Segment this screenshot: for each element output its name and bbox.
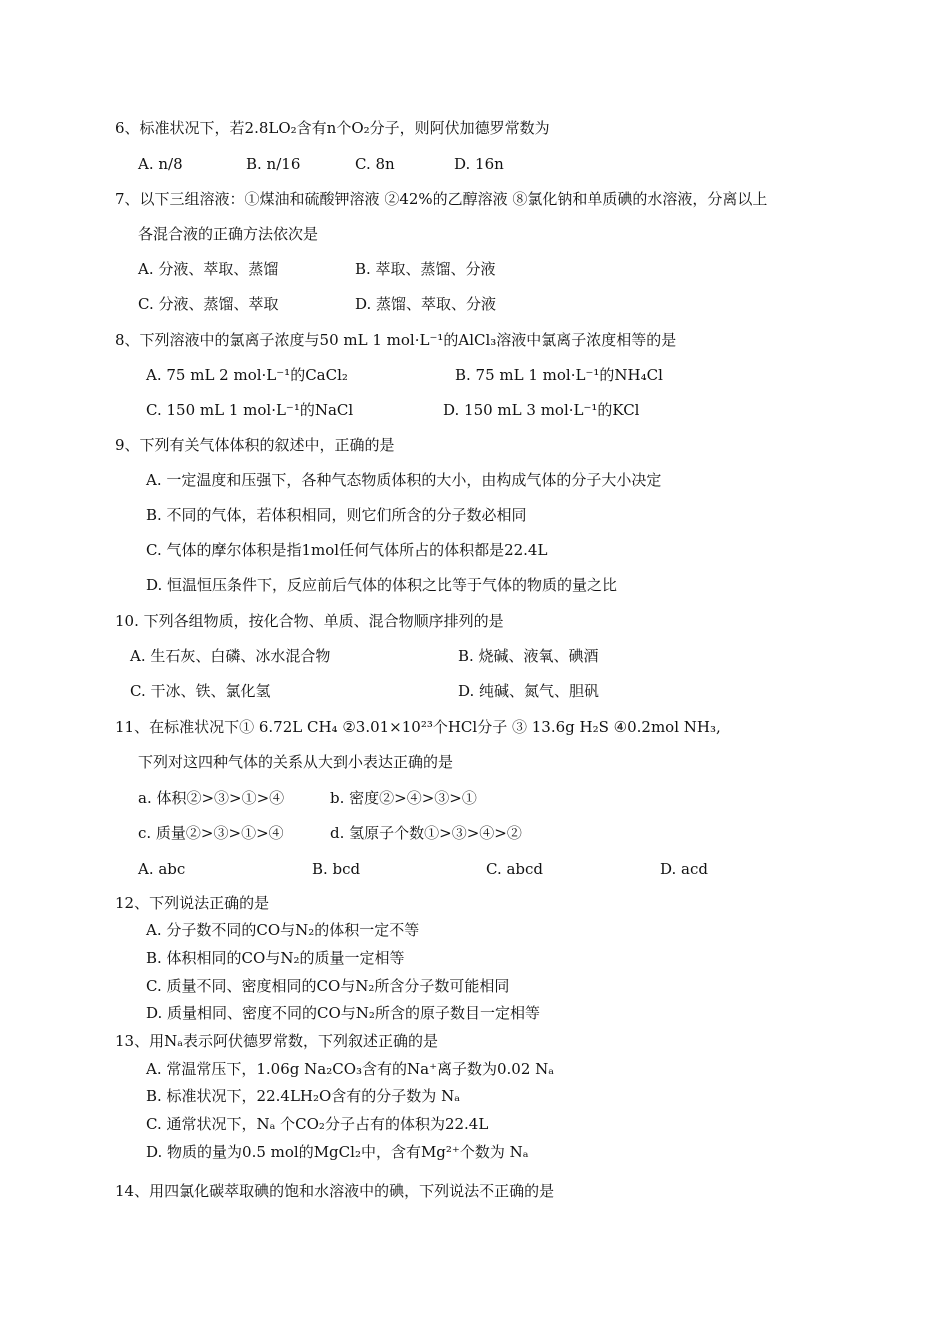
question-11-stem: 11、在标准状况下① 6.72L CH₄ ②3.01×10²³个HCl分子 ③ 13.6g H₂S ④0.2mol NH₃,	[115, 718, 721, 736]
q13-option-d: D. 物质的量为0.5 mol的MgCl₂中，含有Mg²⁺个数为 Nₐ	[146, 1143, 529, 1161]
question-11-stem-cont: 下列对这四种气体的关系从大到小表达正确的是	[138, 753, 454, 771]
question-12-stem: 12、下列说法正确的是	[115, 894, 270, 912]
q7-option-b: B. 萃取、蒸馏、分液	[355, 260, 496, 278]
question-6-stem: 6、标准状况下，若2.8LO₂含有n个O₂分子，则阿伏加德罗常数为	[115, 119, 550, 137]
q8-option-a: A. 75 mL 2 mol·L⁻¹的CaCl₂	[146, 366, 348, 384]
q11-statement-d: d. 氢原子个数①>③>④>②	[330, 824, 522, 842]
q9-option-d: D. 恒温恒压条件下，反应前后气体的体积之比等于气体的物质的量之比	[146, 576, 618, 594]
q6-option-c: C. 8n	[355, 155, 395, 173]
q10-option-d: D. 纯碱、氮气、胆矾	[458, 682, 600, 700]
q10-option-a: A. 生石灰、白磷、冰水混合物	[130, 647, 331, 665]
q12-option-a: A. 分子数不同的CO与N₂的体积一定不等	[146, 921, 420, 939]
q7-option-c: C. 分液、蒸馏、萃取	[138, 295, 279, 313]
question-10-stem: 10. 下列各组物质，按化合物、单质、混合物顺序排列的是	[115, 612, 504, 630]
question-14-stem: 14、用四氯化碳萃取碘的饱和水溶液中的碘，下列说法不正确的是	[115, 1182, 555, 1200]
q7-option-a: A. 分液、萃取、蒸馏	[138, 260, 279, 278]
question-7-stem: 7、以下三组溶液：①煤油和硫酸钾溶液 ②42%的乙醇溶液 ⑧氯化钠和单质碘的水溶液，分离以上	[115, 190, 768, 208]
q11-option-b: B. bcd	[312, 860, 361, 878]
q11-option-a: A. abc	[138, 860, 186, 878]
q6-option-b: B. n/16	[246, 155, 301, 173]
q9-option-b: B. 不同的气体，若体积相同，则它们所含的分子数必相同	[146, 506, 527, 524]
q11-statement-c: c. 质量②>③>①>④	[138, 824, 284, 842]
q6-option-a: A. n/8	[138, 155, 183, 173]
q11-statement-b: b. 密度②>④>③>①	[330, 789, 477, 807]
q6-option-d: D. 16n	[454, 155, 504, 173]
q7-option-d: D. 蒸馏、萃取、分液	[355, 295, 497, 313]
q8-option-d: D. 150 mL 3 mol·L⁻¹的KCl	[443, 401, 640, 419]
q12-option-b: B. 体积相同的CO与N₂的质量一定相等	[146, 949, 405, 967]
question-13-stem: 13、用Nₐ表示阿伏德罗常数，下列叙述正确的是	[115, 1032, 439, 1050]
q10-option-b: B. 烧碱、液氧、碘酒	[458, 647, 599, 665]
q9-option-c: C. 气体的摩尔体积是指1mol任何气体所占的体积都是22.4L	[146, 541, 548, 559]
q11-option-c: C. abcd	[486, 860, 544, 878]
q11-option-d: D. acd	[660, 860, 708, 878]
question-8-stem: 8、下列溶液中的氯离子浓度与50 mL 1 mol·L⁻¹的AlCl₃溶液中氯离子浓度相等的是	[115, 331, 677, 349]
q13-option-c: C. 通常状况下，Nₐ 个CO₂分子占有的体积为22.4L	[146, 1115, 489, 1133]
q10-option-c: C. 干冰、铁、氯化氢	[130, 682, 271, 700]
q13-option-b: B. 标准状况下，22.4LH₂O含有的分子数为 Nₐ	[146, 1087, 460, 1105]
question-7-stem-cont: 各混合液的正确方法依次是	[138, 225, 319, 243]
q9-option-a: A. 一定温度和压强下，各种气态物质体积的大小，由构成气体的分子大小决定	[146, 471, 662, 489]
q8-option-c: C. 150 mL 1 mol·L⁻¹的NaCl	[146, 401, 354, 419]
q13-option-a: A. 常温常压下，1.06g Na₂CO₃含有的Na⁺离子数为0.02 Nₐ	[146, 1060, 555, 1078]
q11-statement-a: a. 体积②>③>①>④	[138, 789, 285, 807]
question-9-stem: 9、下列有关气体体积的叙述中，正确的是	[115, 436, 395, 454]
q8-option-b: B. 75 mL 1 mol·L⁻¹的NH₄Cl	[455, 366, 663, 384]
q12-option-c: C. 质量不同、密度相同的CO与N₂所含分子数可能相同	[146, 977, 510, 995]
q12-option-d: D. 质量相同、密度不同的CO与N₂所含的原子数目一定相等	[146, 1004, 540, 1022]
